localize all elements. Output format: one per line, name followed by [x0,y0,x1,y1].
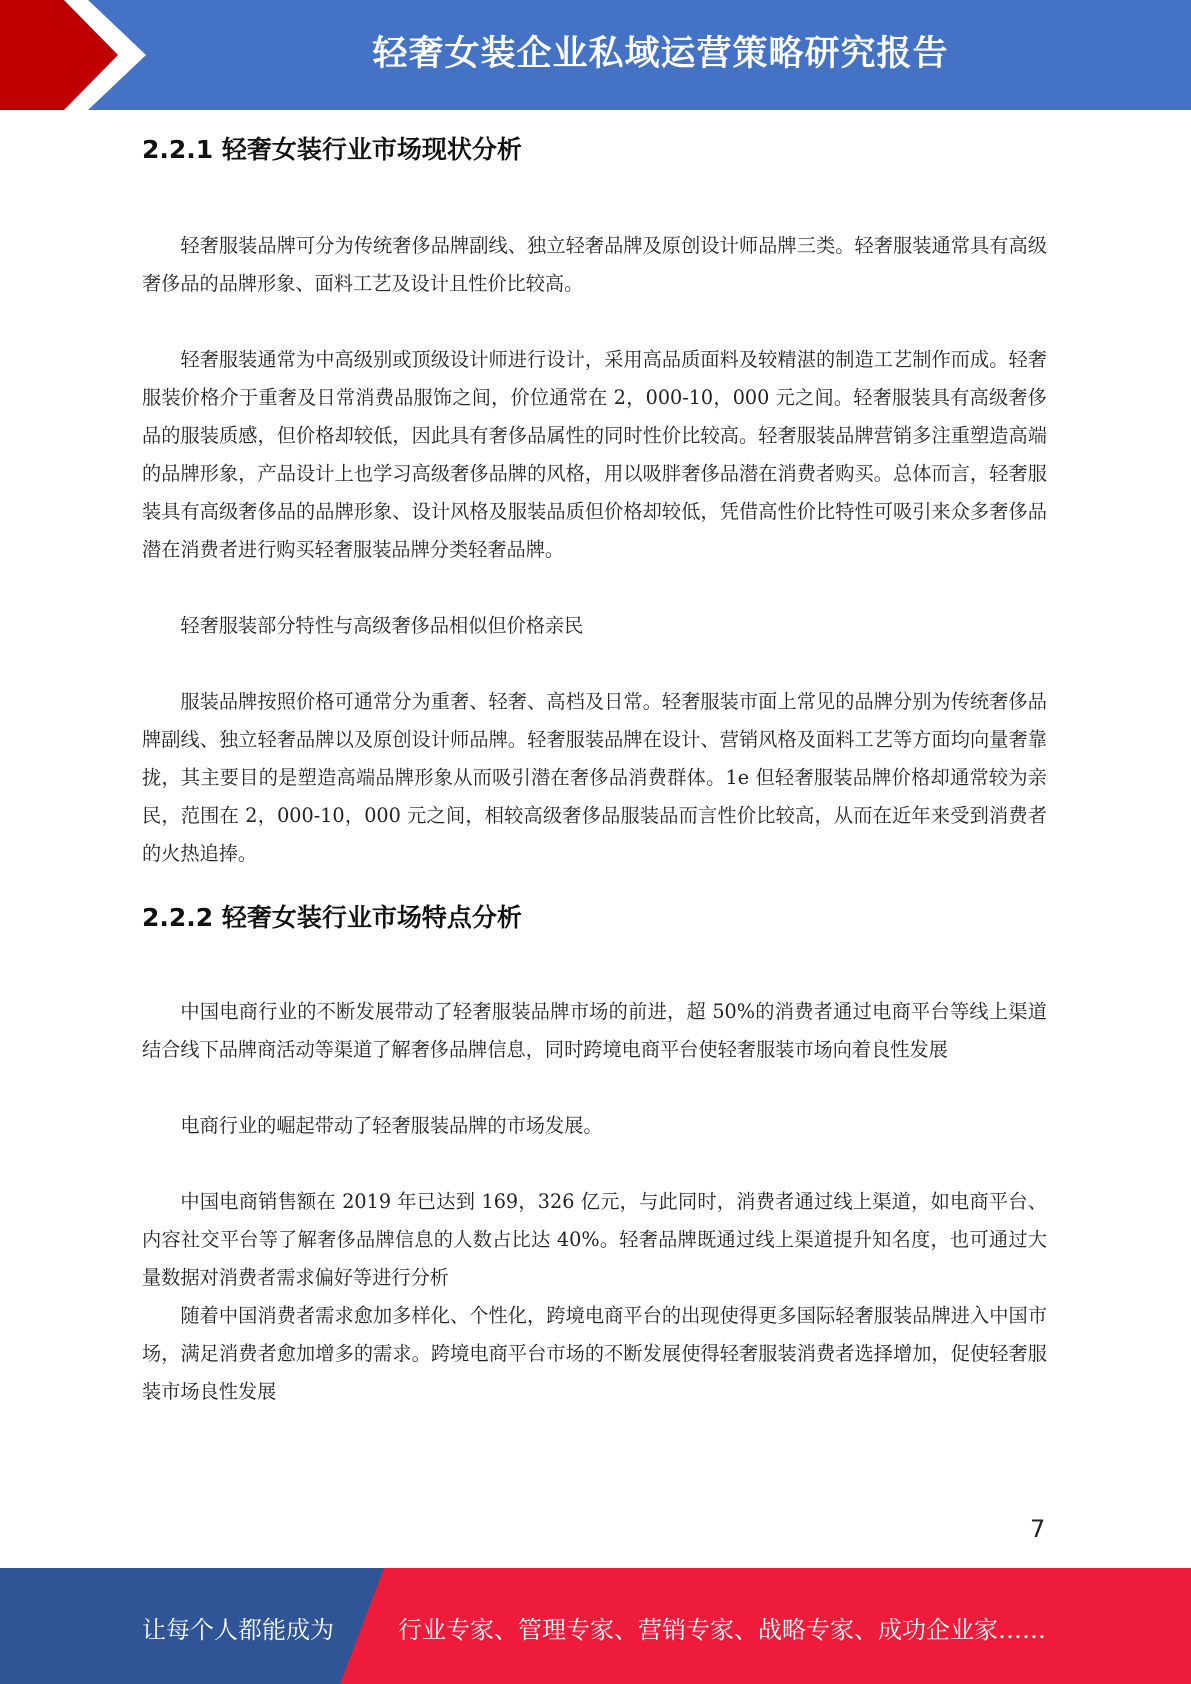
paragraph: 中国电商行业的不断发展带动了轻奢服装品牌市场的前进，超 50%的消费者通过电商平台等线上渠道结合线下品牌商活动等渠道了解奢侈品牌信息，同时跨境电商平台使轻奢服装市场向着良性发展 [142,1000,1047,1061]
document-body [142,128,1047,1411]
page-number: 7 [1030,1515,1046,1543]
paragraph: 服装品牌按照价格可通常分为重奢、轻奢、高档及日常。轻奢服装市面上常见的品牌分别为传统奢侈品牌副线、独立轻奢品牌以及原创设计师品牌。轻奢服装品牌在设计、营销风格及面料工艺等方面均向量奢靠拢，其主要目的是塑造高端品牌形象从而吸引潜在奢侈品消费群体。1e 但轻奢服装品牌价格却通常较为亲民，范围在 2，000-10，000 元之间，相较高级奢侈品服装品而言性价比较高，从而在近年来受到消费者的火热追捧。 [142,690,1047,865]
header-title: 轻奢女装企业私域运营策略研究报告 [372,34,949,74]
section-heading-2-2-1: 2.2.1 轻奢女装行业市场现状分析 [142,135,522,164]
paragraph: 中国电商销售额在 2019 年已达到 169，326 亿元，与此同时，消费者通过线上渠道，如电商平台、内容社交平台等了解奢侈品牌信息的人数占比达 40%。轻奢品牌既通过线上渠道提升知名度，也可通过大量数据对消费者需求偏好等进行分析 [142,1190,1047,1289]
paragraph: 轻奢服装通常为中高级别或顶级设计师进行设计，采用高品质面料及较精湛的制造工艺制作而成。轻奢服装价格介于重奢及日常消费品服饰之间，价位通常在 2，000-10，000 元之间。轻奢服装具有高级奢侈品的服装质感，但价格却较低，因此具有奢侈品属性的同时性价比较高。轻奢服装品牌营销多注重塑造高端的品牌形象，产品设计上也学习高级奢侈品牌的风格，用以吸胖奢侈品潜在消费者购买。总体而言，轻奢服装具有高级奢侈品的品牌形象、设计风格及服装品质但价格却较低，凭借高性价比特性可吸引来众多奢侈品潜在消费者进行购买轻奢服装品牌分类轻奢品牌。 [142,348,1047,561]
section-heading-2-2-2: 2.2.2 轻奢女装行业市场特点分析 [142,903,522,932]
paragraph: 电商行业的崛起带动了轻奢服装品牌的市场发展。 [180,1114,603,1137]
footer-slogan-right: 行业专家、管理专家、营销专家、战略专家、成功企业家…… [398,1616,1046,1644]
paragraph: 轻奢服装品牌可分为传统奢侈品牌副线、独立轻奢品牌及原创设计师品牌三类。轻奢服装通常具有高级奢侈品的品牌形象、面料工艺及设计且性价比较高。 [142,234,1047,295]
page-footer [0,1568,1191,1684]
footer-slogan-left: 让每个人都能成为 [142,1616,334,1644]
paragraph: 随着中国消费者需求愈加多样化、个性化，跨境电商平台的出现使得更多国际轻奢服装品牌进入中国市场，满足消费者愈加增多的需求。跨境电商平台市场的不断发展使得轻奢服装消费者选择增加，促使轻奢服装市场良性发展 [142,1304,1047,1403]
page-header [0,0,1191,110]
paragraph: 轻奢服装部分特性与高级奢侈品相似但价格亲民 [180,614,584,637]
